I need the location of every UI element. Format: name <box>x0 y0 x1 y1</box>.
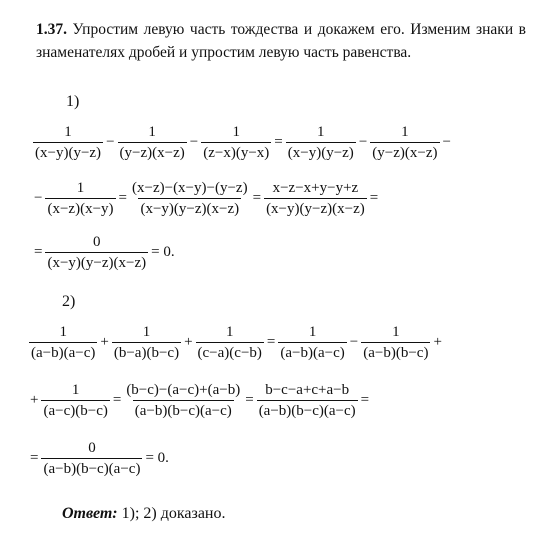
denominator: (x−y)(y−z)(x−z) <box>138 198 241 218</box>
numerator: 1 <box>308 323 317 340</box>
numerator: 1 <box>232 123 240 140</box>
part1-line2 <box>32 168 380 228</box>
problem-intro <box>36 18 526 64</box>
numerator: 1 <box>401 123 409 140</box>
operator: − <box>106 133 115 150</box>
answer-line <box>62 505 225 523</box>
fraction <box>33 123 103 162</box>
denominator: (a−b)(b−c) <box>361 342 430 362</box>
numerator: 1 <box>142 323 151 340</box>
denominator: (a−c)(b−c) <box>41 400 109 420</box>
fraction <box>130 179 250 218</box>
operator: + <box>184 333 193 350</box>
fraction <box>45 179 115 218</box>
part2-line3 <box>28 428 171 488</box>
fraction <box>41 439 142 478</box>
numerator: 1 <box>392 323 400 340</box>
numerator: 1 <box>64 123 72 140</box>
part2-line1 <box>28 312 444 372</box>
denominator: (a−b)(a−c) <box>278 342 346 362</box>
fraction <box>278 323 346 362</box>
operator: − <box>442 133 451 150</box>
denominator: (a−b)(a−c) <box>29 342 97 362</box>
operator: = <box>118 189 127 206</box>
part1-label: 1) <box>66 93 80 110</box>
answer-label: Ответ: <box>62 505 118 522</box>
fraction <box>370 123 439 162</box>
operator: − <box>34 189 43 206</box>
denominator: (a−b)(b−c)(a−c) <box>133 400 234 420</box>
operator: = 0. <box>145 449 169 466</box>
fraction <box>29 323 97 362</box>
numerator: 0 <box>93 233 101 250</box>
fraction <box>257 381 358 420</box>
denominator: (x−z)(x−y) <box>45 198 115 218</box>
denominator: (x−y)(y−z) <box>33 142 103 162</box>
operator: + <box>30 391 39 408</box>
denominator: (a−b)(b−c)(a−c) <box>257 400 358 420</box>
numerator: 1 <box>317 123 325 140</box>
fraction <box>41 381 109 420</box>
operator: = 0. <box>151 243 175 260</box>
denominator: (b−a)(b−c) <box>112 342 181 362</box>
denominator: (c−a)(c−b) <box>196 342 264 362</box>
fraction <box>118 123 187 162</box>
operator: + <box>433 333 442 350</box>
denominator: (x−y)(y−z)(x−z) <box>45 252 148 272</box>
numerator: b−c−a+c+a−b <box>265 381 350 398</box>
fraction <box>124 381 242 420</box>
numerator: 1 <box>225 323 234 340</box>
numerator: x−z−x+y−y+z <box>272 179 359 196</box>
fraction <box>112 323 181 362</box>
denominator: (z−x)(y−x) <box>201 142 271 162</box>
denominator: (x−y)(y−z) <box>286 142 356 162</box>
problem-text: Упростим левую часть тождества и докажем его. Изменим знаки в знаменателях дробей и упростим левую часть равенства. <box>36 21 526 61</box>
part2-line2 <box>28 370 371 430</box>
operator: = <box>369 189 379 206</box>
operator: = <box>252 189 262 206</box>
numerator: 1 <box>148 123 156 140</box>
operator: + <box>100 333 109 350</box>
operator: − <box>358 133 368 150</box>
numerator: 1 <box>59 323 67 340</box>
part2-label: 2) <box>62 293 76 310</box>
answer-text: 1); 2) доказано. <box>121 505 226 522</box>
fraction <box>264 179 367 218</box>
part1-line1 <box>32 112 453 172</box>
numerator: 0 <box>88 439 96 456</box>
operator: = <box>266 333 276 350</box>
operator: = <box>34 243 43 260</box>
operator: = <box>245 391 254 408</box>
numerator: 1 <box>76 179 85 196</box>
numerator: (x−z)−(x−y)−(y−z) <box>132 179 248 196</box>
denominator: (y−z)(x−z) <box>118 142 187 162</box>
fraction <box>286 123 356 162</box>
numerator: 1 <box>71 381 80 398</box>
operator: − <box>349 333 359 350</box>
operator: = <box>112 391 122 408</box>
part1-line3 <box>32 222 177 282</box>
operator: − <box>189 133 199 150</box>
fraction <box>196 323 264 362</box>
numerator: (b−c)−(a−c)+(a−b) <box>126 381 241 398</box>
denominator: (x−y)(y−z)(x−z) <box>264 198 367 218</box>
operator: = <box>30 449 39 466</box>
fraction <box>201 123 271 162</box>
problem-number: 1.37. <box>36 21 67 38</box>
fraction <box>45 233 148 272</box>
operator: = <box>360 391 370 408</box>
operator: = <box>274 133 283 150</box>
denominator: (y−z)(x−z) <box>370 142 439 162</box>
fraction <box>361 323 430 362</box>
denominator: (a−b)(b−c)(a−c) <box>41 458 142 478</box>
